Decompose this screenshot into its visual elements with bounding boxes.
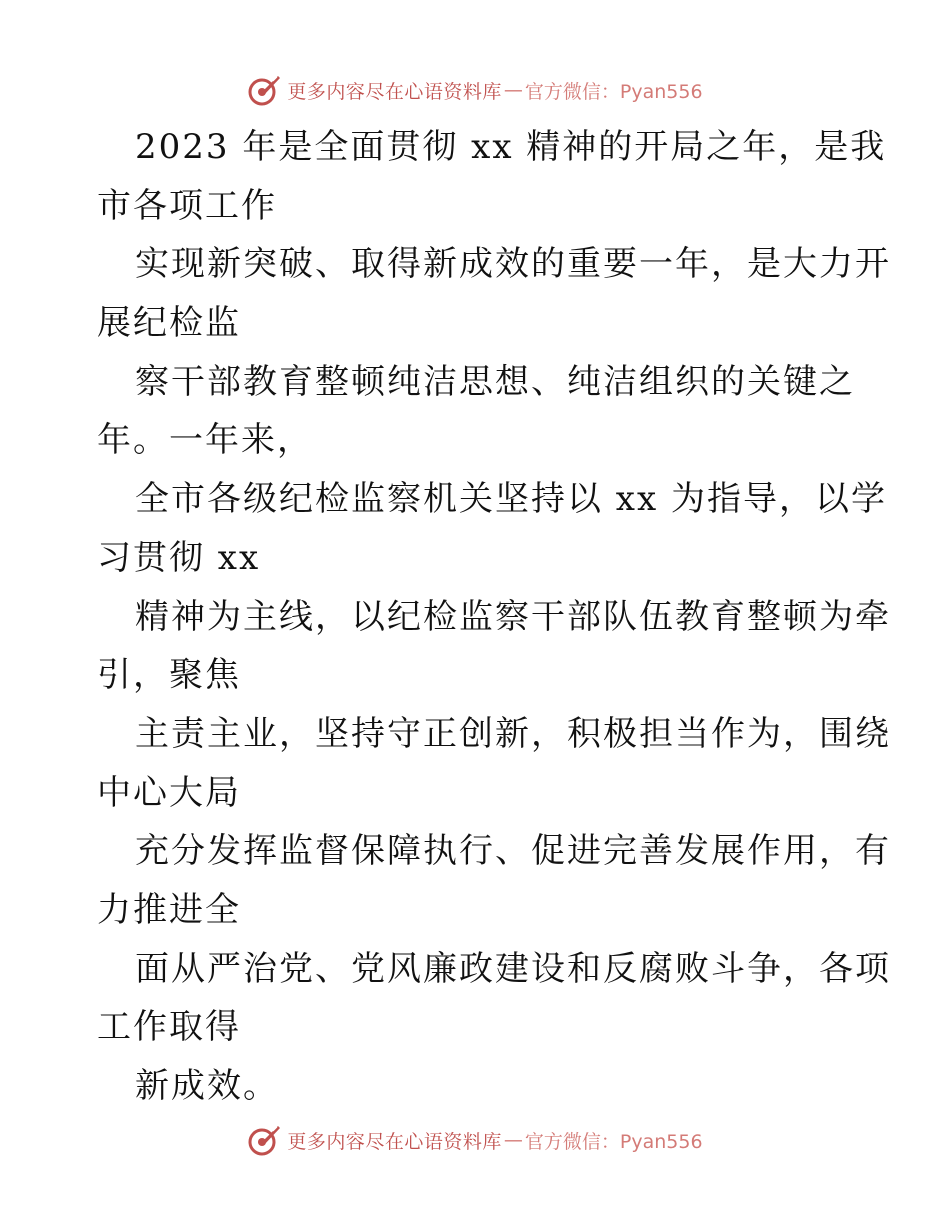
body-line: 新成效。 [135, 1066, 279, 1106]
body-line: 工作取得 [97, 1007, 241, 1048]
body-line: 主责主业，坚持守正创新，积极担当作为，围绕 [135, 713, 891, 754]
body-line: 中心大局 [97, 772, 241, 813]
footer-site-text: 更多内容尽在心语资料库 [287, 1130, 502, 1153]
document-body [97, 118, 891, 1116]
header-site-text: 更多内容尽在心语资料库 [287, 80, 502, 103]
quill-logo-icon [247, 1123, 281, 1157]
footer-dash: — [503, 1129, 523, 1151]
body-line: 力推进全 [97, 889, 241, 930]
body-line: 察干部教育整顿纯洁思想、纯洁组织的关键之 [135, 361, 855, 402]
body-line: 引，聚焦 [97, 655, 241, 696]
header-wechat-text: 官方微信：Pyan556 [524, 80, 703, 103]
header-dash: — [503, 79, 523, 101]
body-line: 充分发挥监督保障执行、促进完善发展作用，有 [135, 831, 891, 872]
body-line: 面从严治党、党风廉政建设和反腐败斗争，各项 [135, 948, 891, 989]
body-line: 实现新突破、取得新成效的重要一年，是大力开 [135, 244, 891, 285]
body-line: 精神为主线，以纪检监察干部队伍教育整顿为牵 [135, 596, 891, 637]
body-line: 习贯彻 xx [97, 537, 261, 578]
body-line: 2023 年是全面贯彻 xx 精神的开局之年，是我 [135, 127, 887, 167]
footer-banner [0, 1120, 950, 1160]
body-line: 展纪检监 [97, 303, 241, 344]
body-line: 年。一年来， [97, 420, 313, 461]
header-banner [0, 70, 950, 110]
body-line: 全市各级纪检监察机关坚持以 xx 为指导，以学 [135, 479, 887, 520]
body-line: 市各项工作 [97, 185, 277, 226]
quill-logo-icon [247, 73, 281, 107]
footer-wechat-text: 官方微信：Pyan556 [524, 1130, 703, 1153]
